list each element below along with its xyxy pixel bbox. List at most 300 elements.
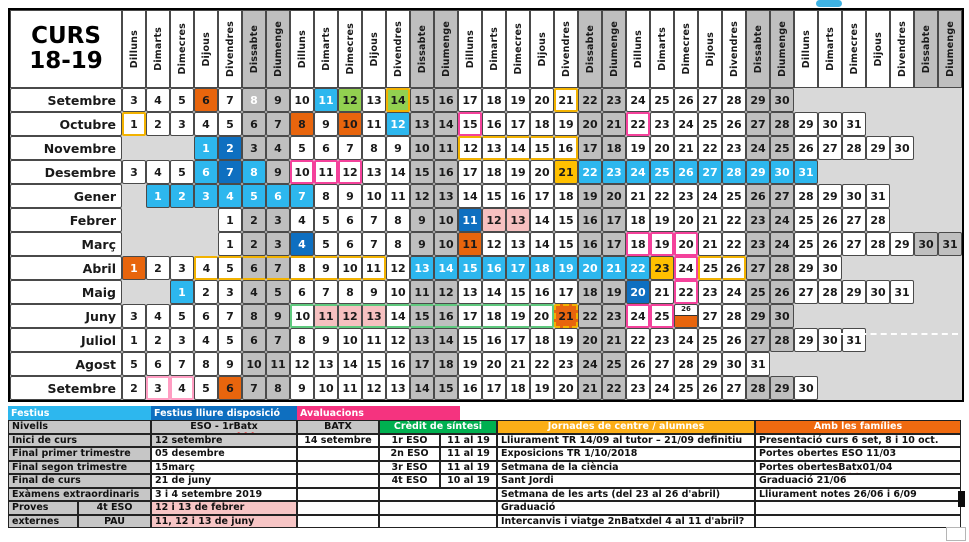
day-cell: 11 <box>338 376 362 400</box>
day-cell: 26 <box>674 160 698 184</box>
day-cell: 7 <box>266 256 290 280</box>
day-cell: 23 <box>650 256 674 280</box>
day-cell: 27 <box>698 88 722 112</box>
credit-level: 4t ESO <box>379 474 440 488</box>
day-cell: 17 <box>458 88 482 112</box>
day-cell: 26 <box>746 184 770 208</box>
header-eso-1rbatx: ESO - 1r Batx <box>151 420 297 434</box>
weekday-header-label: Dissabte <box>584 24 596 74</box>
header-batx: BATX <box>297 420 379 434</box>
day-cell: 20 <box>530 304 554 328</box>
credit-dates: 11 al 19 <box>440 434 497 448</box>
credit-dates: 10 al 19 <box>440 474 497 488</box>
day-cell: 21 <box>554 160 578 184</box>
day-cell: 20 <box>674 232 698 256</box>
empty-cell <box>170 136 194 160</box>
weekday-header-label: Dijous <box>536 31 548 67</box>
day-cell: 15 <box>482 184 506 208</box>
empty-cell <box>866 88 890 112</box>
day-cell: 9 <box>410 208 434 232</box>
day-cell: 16 <box>506 184 530 208</box>
day-cell: 6 <box>194 304 218 328</box>
day-cell: 14 <box>434 256 458 280</box>
day-cell: 12 <box>338 304 362 328</box>
day-cell: 4 <box>170 376 194 400</box>
day-cell: 2 <box>242 232 266 256</box>
weekday-header-label: Divendres <box>392 21 404 77</box>
day-cell: 14 <box>530 208 554 232</box>
families-value <box>755 515 961 529</box>
weekday-header-label: Dimecres <box>512 23 524 75</box>
day-cell: 11 <box>314 88 338 112</box>
day-cell: 9 <box>266 160 290 184</box>
weekday-header-label: Dijous <box>200 31 212 67</box>
day-cell: 13 <box>410 256 434 280</box>
day-cell: 5 <box>170 160 194 184</box>
day-cell: 4 <box>194 328 218 352</box>
day-cell: 29 <box>842 280 866 304</box>
day-cell: 21 <box>698 232 722 256</box>
school-year-calendar <box>8 8 964 402</box>
day-cell: 16 <box>434 88 458 112</box>
day-cell: 29 <box>746 304 770 328</box>
day-cell: 29 <box>818 184 842 208</box>
day-cell: 28 <box>722 304 746 328</box>
day-cell: 17 <box>506 112 530 136</box>
day-cell: 16 <box>482 256 506 280</box>
empty-cell <box>194 208 218 232</box>
credit-level: 1r ESO <box>379 434 440 448</box>
day-cell: 10 <box>338 328 362 352</box>
day-cell: 7 <box>218 88 242 112</box>
day-cell: 29 <box>746 160 770 184</box>
weekday-header-label: Dissabte <box>416 24 428 74</box>
day-cell: 26 <box>722 328 746 352</box>
day-cell: 3 <box>218 280 242 304</box>
day-cell: 5 <box>314 232 338 256</box>
empty-cell <box>914 208 938 232</box>
jornades-value: Sant Jordi <box>497 474 755 488</box>
day-cell: 9 <box>290 376 314 400</box>
day-cell: 18 <box>626 208 650 232</box>
day-cell: 14 <box>434 112 458 136</box>
day-cell: 29 <box>794 328 818 352</box>
credit-empty <box>379 488 497 502</box>
day-cell: 14 <box>506 136 530 160</box>
day-cell: 23 <box>602 88 626 112</box>
day-cell: 16 <box>578 232 602 256</box>
day-cell: 5 <box>170 88 194 112</box>
weekday-header-label: Divendres <box>896 21 908 77</box>
day-cell: 30 <box>818 256 842 280</box>
day-cell: 19 <box>602 280 626 304</box>
day-cell: 5 <box>266 280 290 304</box>
day-cell: 27 <box>746 256 770 280</box>
day-cell: 18 <box>506 376 530 400</box>
empty-cell <box>866 304 890 328</box>
day-cell: 28 <box>746 376 770 400</box>
month-label: Octubre <box>10 112 122 136</box>
day-cell: 1 <box>218 232 242 256</box>
weekday-header <box>242 10 266 88</box>
empty-cell <box>890 160 914 184</box>
empty-cell <box>914 256 938 280</box>
day-cell: 2 <box>146 256 170 280</box>
day-cell: 8 <box>242 160 266 184</box>
day-cell: 19 <box>458 352 482 376</box>
weekday-header <box>626 10 650 88</box>
empty-cell <box>938 328 962 352</box>
day-cell: 14 <box>410 376 434 400</box>
day-cell: 2 <box>170 184 194 208</box>
day-cell: 22 <box>650 184 674 208</box>
day-cell: 24 <box>674 112 698 136</box>
day-cell: 23 <box>602 160 626 184</box>
day-cell: 29 <box>794 256 818 280</box>
day-cell: 30 <box>914 232 938 256</box>
day-cell: 13 <box>314 352 338 376</box>
day-cell: 21 <box>626 184 650 208</box>
day-cell: 9 <box>362 280 386 304</box>
half-orange-block <box>675 315 697 327</box>
day-cell: 18 <box>530 328 554 352</box>
batx-value <box>297 488 379 502</box>
swatch-avaluacions: Avaluacions <box>297 406 460 420</box>
day-cell: 27 <box>842 208 866 232</box>
day-cell: 30 <box>818 328 842 352</box>
day-cell: 11 <box>314 160 338 184</box>
jornades-value: Graduació <box>497 501 755 515</box>
weekday-header <box>674 10 698 88</box>
weekday-header <box>194 10 218 88</box>
day-cell: 22 <box>578 160 602 184</box>
row-label: Final segon trimestre <box>8 461 151 475</box>
day-cell: 24 <box>674 256 698 280</box>
day-cell: 20 <box>674 208 698 232</box>
day-cell: 13 <box>386 376 410 400</box>
day-cell: 28 <box>770 328 794 352</box>
day-cell: 22 <box>674 280 698 304</box>
weekday-header-label: Dissabte <box>248 24 260 74</box>
day-cell: 24 <box>626 304 650 328</box>
day-cell: 22 <box>626 328 650 352</box>
day-cell: 10 <box>338 112 362 136</box>
credit-dates: 11 al 19 <box>440 447 497 461</box>
day-cell: 19 <box>530 376 554 400</box>
day-cell: 11 <box>266 352 290 376</box>
day-cell: 3 <box>122 160 146 184</box>
empty-cell <box>122 184 146 208</box>
day-cell: 21 <box>506 352 530 376</box>
day-cell: 9 <box>386 136 410 160</box>
day-cell: 14 <box>338 352 362 376</box>
day-cell: 23 <box>674 184 698 208</box>
weekday-header-label: Divendres <box>560 21 572 77</box>
day-cell: 2 <box>218 136 242 160</box>
day-cell: 26 <box>626 352 650 376</box>
day-cell: 18 <box>554 184 578 208</box>
day-cell: 27 <box>842 232 866 256</box>
day-cell: 25 <box>722 184 746 208</box>
day-cell: 23 <box>602 304 626 328</box>
day-cell: 29 <box>794 112 818 136</box>
empty-cell <box>938 208 962 232</box>
day-cell: 12 <box>482 232 506 256</box>
day-cell: 12 <box>458 136 482 160</box>
day-cell: 13 <box>362 88 386 112</box>
families-value: Portes obertes Batx 01/04 <box>755 461 961 475</box>
day-cell: 17 <box>602 208 626 232</box>
day-cell: 20 <box>578 112 602 136</box>
day-cell: 13 <box>458 280 482 304</box>
day-cell: 26 <box>674 88 698 112</box>
day-cell: 19 <box>578 184 602 208</box>
day-cell: 8 <box>338 280 362 304</box>
row-label-proves: externes <box>8 515 78 529</box>
empty-cell <box>890 352 914 376</box>
day-cell: 10 <box>434 208 458 232</box>
day-cell: 15 <box>554 208 578 232</box>
weekday-header <box>170 10 194 88</box>
day-cell: 29 <box>890 232 914 256</box>
day-cell: 5 <box>314 208 338 232</box>
day-cell: 20 <box>530 160 554 184</box>
day-cell: 4 <box>146 304 170 328</box>
day-cell: 17 <box>506 328 530 352</box>
empty-cell <box>914 160 938 184</box>
day-cell: 4 <box>242 280 266 304</box>
empty-cell <box>890 88 914 112</box>
day-cell: 5 <box>194 376 218 400</box>
empty-cell <box>890 256 914 280</box>
day-cell: 11 <box>410 280 434 304</box>
weekday-header <box>578 10 602 88</box>
legend-row <box>8 474 961 488</box>
empty-cell <box>146 208 170 232</box>
day-cell: 5 <box>218 256 242 280</box>
day-cell: 26 <box>698 376 722 400</box>
day-cell: 16 <box>458 376 482 400</box>
row-label-sub: PAU <box>78 515 151 529</box>
day-cell: 3 <box>266 232 290 256</box>
day-cell: 24 <box>626 160 650 184</box>
day-cell: 7 <box>314 280 338 304</box>
empty-cell <box>842 256 866 280</box>
day-cell: 11 <box>314 304 338 328</box>
weekday-header <box>122 10 146 88</box>
day-cell: 9 <box>314 112 338 136</box>
day-cell: 19 <box>650 208 674 232</box>
day-cell: 16 <box>482 328 506 352</box>
batx-value <box>297 474 379 488</box>
month-label: Febrer <box>10 208 122 232</box>
day-cell: 30 <box>770 304 794 328</box>
empty-cell <box>794 352 818 376</box>
day-cell: 23 <box>650 112 674 136</box>
day-cell: 10 <box>314 376 338 400</box>
empty-cell <box>938 304 962 328</box>
credit-level: 2n ESO <box>379 447 440 461</box>
day-cell: 8 <box>242 88 266 112</box>
day-cell: 22 <box>602 376 626 400</box>
day-cell: 11 <box>362 112 386 136</box>
month-label: Novembre <box>10 136 122 160</box>
day-cell: 6 <box>338 208 362 232</box>
day-cell: 22 <box>626 256 650 280</box>
weekday-header <box>266 10 290 88</box>
empty-cell <box>818 88 842 112</box>
day-cell: 23 <box>554 352 578 376</box>
day-cell: 15 <box>410 160 434 184</box>
empty-cell <box>842 304 866 328</box>
day-cell: 3 <box>146 376 170 400</box>
day-cell: 31 <box>794 160 818 184</box>
day-cell: 16 <box>530 280 554 304</box>
comment-balloon-artifact <box>816 0 842 7</box>
day-cell: 18 <box>482 304 506 328</box>
empty-cell <box>890 328 914 352</box>
day-cell: 10 <box>362 184 386 208</box>
weekday-header-label: Dimecres <box>344 23 356 75</box>
day-cell: 25 <box>602 352 626 376</box>
empty-cell <box>866 256 890 280</box>
day-cell: 25 <box>674 376 698 400</box>
day-cell: 23 <box>698 280 722 304</box>
weekday-header <box>434 10 458 88</box>
eso-value: 12 i 13 de febrer <box>151 501 297 515</box>
weekday-header-label: Dimarts <box>656 27 668 71</box>
day-cell: 2 <box>194 280 218 304</box>
day-cell: 8 <box>386 232 410 256</box>
day-cell: 24 <box>626 88 650 112</box>
day-cell: 8 <box>194 352 218 376</box>
empty-cell <box>890 304 914 328</box>
day-cell: 27 <box>818 136 842 160</box>
eso-value: 11, 12 i 13 de juny <box>151 515 297 529</box>
day-cell: 21 <box>698 208 722 232</box>
day-cell: 21 <box>578 376 602 400</box>
day-cell: 10 <box>338 256 362 280</box>
day-cell: 26 <box>794 136 818 160</box>
legend-row <box>8 406 961 420</box>
day-cell: 22 <box>722 232 746 256</box>
day-cell: 31 <box>938 232 962 256</box>
empty-cell <box>938 184 962 208</box>
day-cell: 11 <box>362 256 386 280</box>
empty-cell <box>938 352 962 376</box>
day-cell: 10 <box>290 88 314 112</box>
month-label: Maig <box>10 280 122 304</box>
empty-cell <box>122 232 146 256</box>
day-cell: 3 <box>242 136 266 160</box>
day-cell: 9 <box>338 184 362 208</box>
empty-cell <box>890 184 914 208</box>
day-cell: 4 <box>194 256 218 280</box>
day-cell: 27 <box>770 184 794 208</box>
empty-cell <box>146 136 170 160</box>
day-cell: 30 <box>866 280 890 304</box>
legend-row <box>8 461 961 475</box>
empty-cell <box>818 304 842 328</box>
day-cell: 4 <box>290 208 314 232</box>
legend-row <box>8 488 961 502</box>
day-cell: 8 <box>290 328 314 352</box>
month-label: Agost <box>10 352 122 376</box>
day-cell: 16 <box>386 352 410 376</box>
day-cell: 4 <box>266 136 290 160</box>
day-cell: 16 <box>434 304 458 328</box>
weekday-header-label: Dijous <box>368 31 380 67</box>
day-cell: 20 <box>578 256 602 280</box>
day-cell: 25 <box>698 112 722 136</box>
day-cell: 21 <box>602 112 626 136</box>
day-cell: 21 <box>602 256 626 280</box>
day-cell: 21 <box>554 304 578 328</box>
empty-cell <box>866 160 890 184</box>
day-cell: 14 <box>530 232 554 256</box>
day-cell: 11 <box>458 208 482 232</box>
families-value: Portes obertes ESO 11/03 <box>755 447 961 461</box>
day-cell: 13 <box>434 184 458 208</box>
day-cell: 6 <box>338 232 362 256</box>
day-cell: 10 <box>290 160 314 184</box>
day-cell: 4 <box>290 232 314 256</box>
day-cell: 1 <box>122 112 146 136</box>
day-cell: 3 <box>170 112 194 136</box>
empty-cell <box>818 352 842 376</box>
jornades-value: Lliurament TR 14/09 al tutor – 21/09 definitiu <box>497 434 755 448</box>
day-cell: 15 <box>362 352 386 376</box>
day-cell: 19 <box>626 136 650 160</box>
day-cell: 4 <box>146 160 170 184</box>
day-cell: 6 <box>242 256 266 280</box>
header-jornades: Jornades de centre / alumnes <box>497 420 755 434</box>
day-cell: 19 <box>650 232 674 256</box>
empty-cell <box>122 280 146 304</box>
weekday-header <box>866 10 890 88</box>
day-cell: 2 <box>242 208 266 232</box>
day-cell: 25 <box>698 256 722 280</box>
month-label: Juliol <box>10 328 122 352</box>
day-cell: 20 <box>602 184 626 208</box>
legend-row <box>8 447 961 461</box>
day-cell: 28 <box>866 232 890 256</box>
day-cell: 23 <box>746 208 770 232</box>
swatch-festius: Festius <box>8 406 151 420</box>
day-cell: 30 <box>722 352 746 376</box>
empty-cell <box>170 232 194 256</box>
day-cell: 7 <box>242 376 266 400</box>
day-cell: 21 <box>554 88 578 112</box>
legend-table <box>8 406 961 528</box>
weekday-header-label: Dijous <box>872 31 884 67</box>
day-cell: 14 <box>458 184 482 208</box>
day-cell: 20 <box>530 88 554 112</box>
legend-row <box>8 434 961 448</box>
weekday-header-label: Dijous <box>704 31 716 67</box>
day-cell: 31 <box>842 112 866 136</box>
weekday-header-label: Dilluns <box>800 29 812 69</box>
day-cell: 7 <box>290 184 314 208</box>
empty-cell <box>938 112 962 136</box>
day-cell: 10 <box>434 232 458 256</box>
day-cell: 27 <box>698 304 722 328</box>
day-cell: 28 <box>722 160 746 184</box>
day-cell: 16 <box>578 208 602 232</box>
title-line1: CURS <box>31 22 101 49</box>
day-cell: 1 <box>122 328 146 352</box>
day-cell: 16 <box>482 112 506 136</box>
